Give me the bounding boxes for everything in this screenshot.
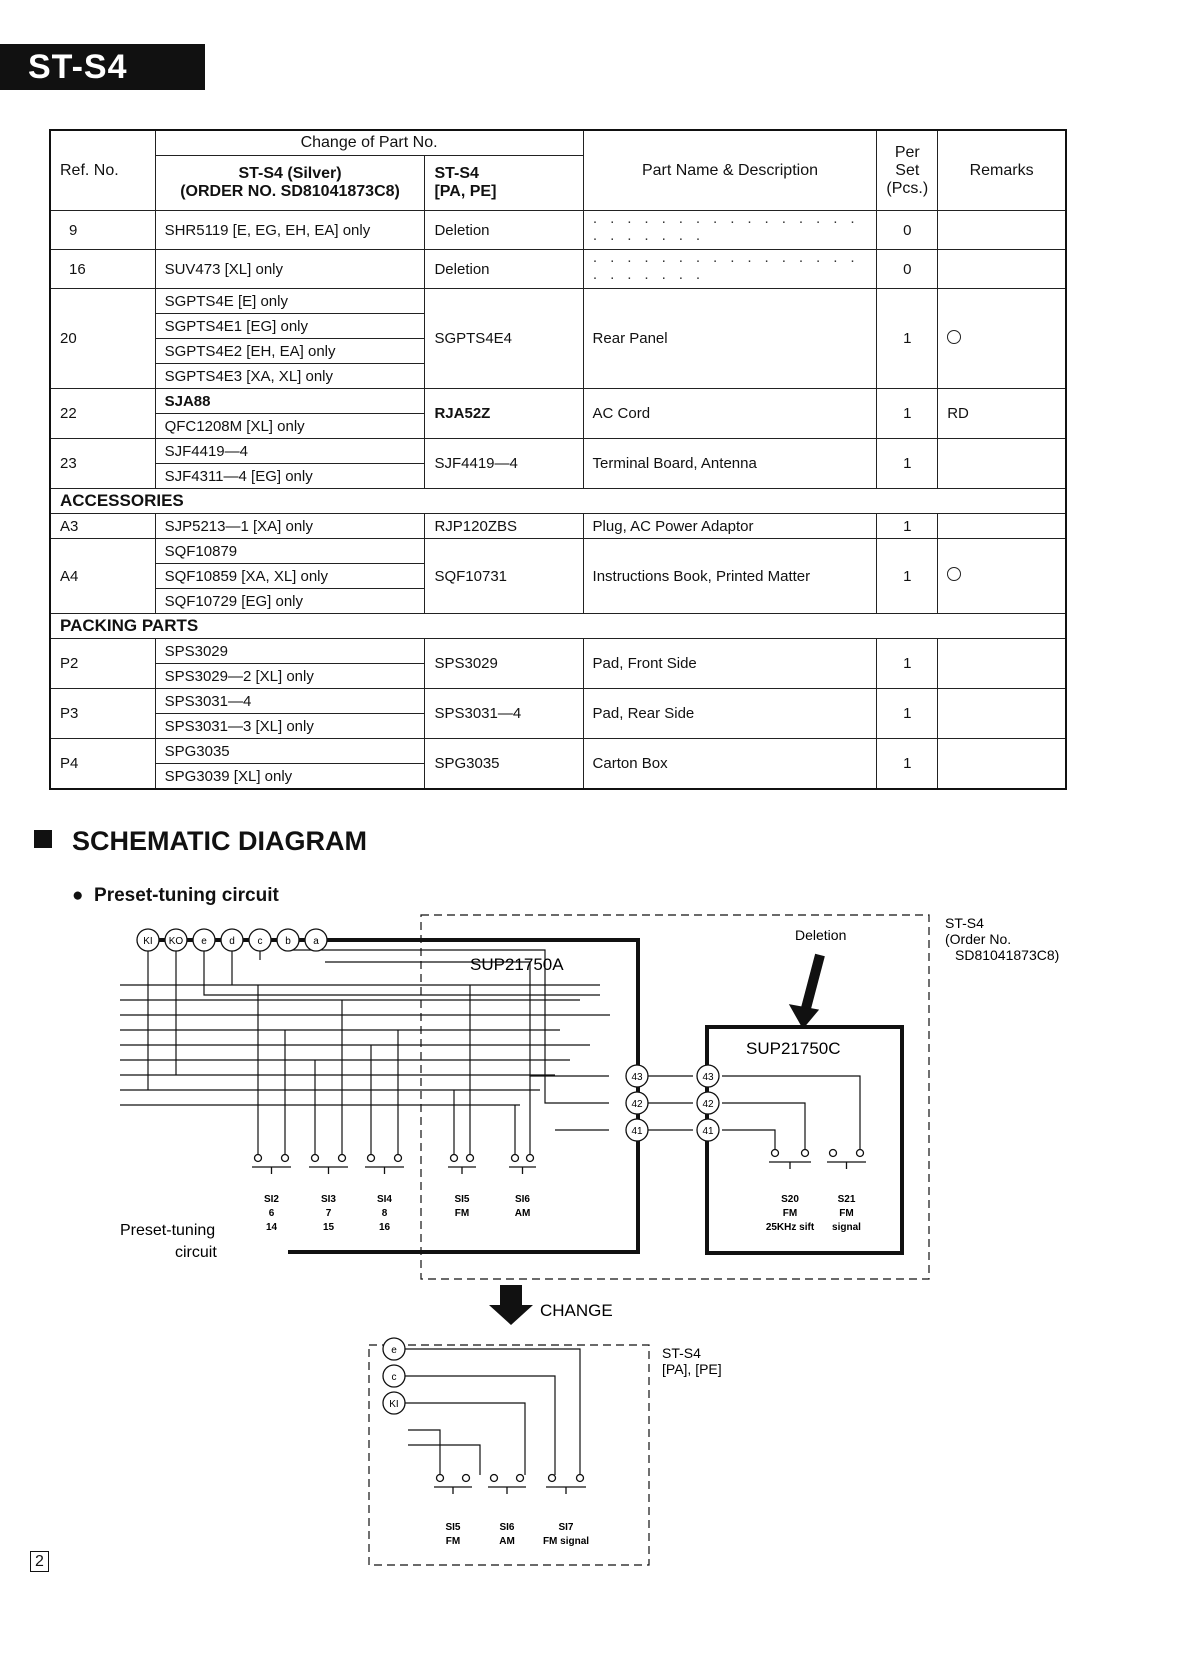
old-part-no: SGPTS4E2 [EH, EA] only [155, 339, 425, 364]
part-description: AC Cord [583, 389, 877, 439]
switch-line1: 8 [381, 1208, 388, 1219]
terminal-label: KI [143, 936, 153, 947]
switch-name: S21 [837, 1194, 856, 1205]
switch-SI6 [509, 1155, 536, 1175]
switch-SI2 [252, 1155, 291, 1175]
new-part-no: SGPTS4E4 [425, 289, 583, 389]
old-part-no: SPS3029 [155, 639, 425, 664]
new-part-no: SQF10731 [425, 539, 583, 614]
old-part-no: SGPTS4E3 [XA, XL] only [155, 364, 425, 389]
table-row [50, 539, 1066, 564]
table-row [50, 439, 1066, 464]
old-part-no: SUV473 [XL] only [155, 250, 425, 289]
part-description: · · · · · · · · · · · · · · · · · · · · · · · [583, 211, 877, 250]
table-row [50, 289, 1066, 314]
switch-name: S20 [781, 1194, 799, 1205]
new-switch-name: SI5 [445, 1522, 461, 1533]
new-terminal-label: KI [389, 1399, 399, 1410]
circle-mark-icon [947, 330, 961, 344]
old-part-no: SGPTS4E1 [EG] only [155, 314, 425, 339]
switch-line2: 25KHz sift [765, 1222, 815, 1233]
per-set-qty: 1 [877, 539, 938, 614]
remarks [938, 289, 1066, 389]
part-description: Plug, AC Power Adaptor [583, 514, 877, 539]
pin-label: 43 [702, 1072, 714, 1083]
ref-no: 22 [50, 389, 155, 439]
section-label: ACCESSORIES [50, 489, 1066, 514]
switch-line2: 14 [265, 1222, 278, 1233]
table-row [50, 739, 1066, 764]
new-switch-line1: FM [445, 1536, 461, 1547]
board-a-label: SUP21750A [470, 955, 564, 974]
ref-no: P3 [50, 689, 155, 739]
terminal-label: KO [168, 936, 184, 947]
new-switch-line1: AM [499, 1536, 515, 1547]
per-set-qty: 1 [877, 389, 938, 439]
new-switch-name: SI6 [499, 1522, 515, 1533]
part-description: Pad, Rear Side [583, 689, 877, 739]
new-note-line2: [PA], [PE] [662, 1361, 722, 1377]
part-description: Pad, Front Side [583, 639, 877, 689]
old-part-no: SPS3029—2 [XL] only [155, 664, 425, 689]
ref-no: 9 [50, 211, 155, 250]
part-description: · · · · · · · · · · · · · · · · · · · · · · · [583, 250, 877, 289]
schematic-title: SCHEMATIC DIAGRAM [72, 826, 367, 856]
model-tag: ST-S4 [0, 44, 205, 90]
ref-no: 23 [50, 439, 155, 489]
parts-change-table [49, 129, 1067, 790]
circuit-label-line1: Preset-tuning [120, 1222, 216, 1239]
per-set-qty: 0 [877, 211, 938, 250]
new-terminal-label: e [391, 1345, 397, 1356]
per-set-qty: 1 [877, 289, 938, 389]
order-note-line2: (Order No. [945, 931, 1012, 947]
old-part-no: SJP5213—1 [XA] only [155, 514, 425, 539]
switch-line1: AM [514, 1208, 531, 1219]
header-old-line1: ST-S4 (Silver) [238, 165, 342, 182]
old-part-no: SQF10879 [155, 539, 425, 564]
per-set-qty: 1 [877, 514, 938, 539]
old-part-no: SPG3035 [155, 739, 425, 764]
header-per-set [877, 130, 938, 211]
pin-label: 41 [631, 1126, 643, 1137]
remarks: RD [938, 389, 1066, 439]
per-set-qty: 1 [877, 439, 938, 489]
switch-S21 [827, 1150, 866, 1170]
old-part-no: SJA88 [155, 389, 425, 414]
new-part-no: SPS3031—4 [425, 689, 583, 739]
remarks [938, 639, 1066, 689]
remarks [938, 250, 1066, 289]
table-row [50, 639, 1066, 664]
per-set-qty: 1 [877, 689, 938, 739]
switch-line2: signal [832, 1222, 861, 1233]
switch-name: SI4 [376, 1194, 393, 1205]
table-row [50, 211, 1066, 250]
old-part-no: SJF4311—4 [EG] only [155, 464, 425, 489]
remarks [938, 211, 1066, 250]
header-new-part [425, 156, 583, 211]
ref-no: 16 [50, 250, 155, 289]
section-row [50, 614, 1066, 639]
switch-line2: 16 [378, 1222, 391, 1233]
terminal-label: a [313, 936, 319, 947]
switch-name: SI3 [320, 1194, 337, 1205]
terminal-label: e [201, 936, 207, 947]
new-switch-SI7 [546, 1475, 586, 1495]
section-row [50, 489, 1066, 514]
board-c-label: SUP21750C [746, 1039, 841, 1058]
schematic-heading [34, 826, 367, 857]
old-part-no: SGPTS4E [E] only [155, 289, 425, 314]
old-part-no: SPG3039 [XL] only [155, 764, 425, 790]
part-description: Carton Box [583, 739, 877, 790]
switch-S20 [769, 1150, 811, 1170]
new-part-no: Deletion [425, 211, 583, 250]
part-description: Rear Panel [583, 289, 877, 389]
header-per-set-line1: Per Set [894, 143, 920, 179]
order-note-line1: ST-S4 [945, 915, 984, 931]
part-description: Terminal Board, Antenna [583, 439, 877, 489]
header-per-set-line2: (Pcs.) [886, 179, 929, 197]
old-part-no: SJF4419—4 [155, 439, 425, 464]
switch-line1: FM [839, 1208, 854, 1219]
new-part-no: Deletion [425, 250, 583, 289]
switch-name: SI2 [263, 1194, 280, 1205]
per-set-qty: 0 [877, 250, 938, 289]
schematic-diagram [0, 900, 1179, 1600]
page-number: 2 [30, 1551, 49, 1572]
circle-mark-icon [947, 567, 961, 581]
new-part-no: RJA52Z [425, 389, 583, 439]
table-row [50, 514, 1066, 539]
terminal-label: c [257, 936, 263, 947]
switch-line1: FM [454, 1208, 470, 1219]
switch-line1: 6 [268, 1208, 275, 1219]
switch-line1: 7 [325, 1208, 332, 1219]
old-part-no: SQF10729 [EG] only [155, 589, 425, 614]
table-row [50, 250, 1066, 289]
header-new-line2: [PA, PE] [434, 183, 497, 200]
ref-no: A4 [50, 539, 155, 614]
old-part-no: SPS3031—4 [155, 689, 425, 714]
section-label: PACKING PARTS [50, 614, 1066, 639]
old-part-no: SQF10859 [XA, XL] only [155, 564, 425, 589]
new-switch-SI5 [434, 1475, 472, 1495]
old-part-no: QFC1208M [XL] only [155, 414, 425, 439]
ref-no: A3 [50, 514, 155, 539]
switch-name: SI5 [454, 1194, 470, 1205]
switch-line1: FM [782, 1208, 798, 1219]
deletion-label: Deletion [795, 927, 847, 943]
terminal-label: b [285, 936, 291, 947]
remarks [938, 739, 1066, 790]
change-arrow-icon [489, 1285, 533, 1325]
ref-no: 20 [50, 289, 155, 389]
pin-label: 42 [702, 1099, 714, 1110]
new-switch-line1: FM signal [542, 1536, 590, 1547]
subsection-heading: ● Preset-tuning circuit [72, 885, 279, 906]
remarks [938, 539, 1066, 614]
remarks [938, 439, 1066, 489]
switch-SI3 [309, 1155, 348, 1175]
new-part-no: SJF4419—4 [425, 439, 583, 489]
subsection-title: Preset-tuning circuit [94, 885, 279, 906]
header-ref: Ref. No. [50, 130, 155, 211]
new-note-line1: ST-S4 [662, 1345, 701, 1361]
new-part-no: SPS3029 [425, 639, 583, 689]
switch-SI5 [448, 1155, 476, 1175]
old-part-no: SHR5119 [E, EG, EH, EA] only [155, 211, 425, 250]
pin-label: 41 [702, 1126, 714, 1137]
pin-label: 42 [631, 1099, 643, 1110]
per-set-qty: 1 [877, 739, 938, 790]
per-set-qty: 1 [877, 639, 938, 689]
old-part-no: SPS3031—3 [XL] only [155, 714, 425, 739]
new-terminal-label: c [391, 1372, 397, 1383]
ref-no: P4 [50, 739, 155, 790]
header-part-name: Part Name & Description [583, 130, 877, 211]
header-change: Change of Part No. [155, 130, 583, 156]
change-label: CHANGE [540, 1301, 613, 1320]
switch-line2: 15 [322, 1222, 335, 1233]
table-row [50, 689, 1066, 714]
circuit-label-line2: circuit [175, 1244, 217, 1261]
square-bullet-icon [34, 830, 52, 848]
header-new-line1: ST-S4 [434, 165, 479, 182]
remarks [938, 514, 1066, 539]
switch-SI4 [365, 1155, 404, 1175]
header-old-line2: (ORDER NO. SD81041873C8) [180, 183, 400, 200]
terminal-label: d [229, 936, 235, 947]
new-switch-SI6 [488, 1475, 526, 1495]
table-row [50, 389, 1066, 414]
new-switch-name: SI7 [558, 1522, 574, 1533]
part-description: Instructions Book, Printed Matter [583, 539, 877, 614]
new-part-no: SPG3035 [425, 739, 583, 790]
remarks [938, 689, 1066, 739]
header-old-part [155, 156, 425, 211]
ref-no: P2 [50, 639, 155, 689]
switch-name: SI6 [514, 1194, 531, 1205]
pin-label: 43 [631, 1072, 643, 1083]
order-note-line3: SD81041873C8) [955, 947, 1060, 963]
header-remarks: Remarks [938, 130, 1066, 211]
new-part-no: RJP120ZBS [425, 514, 583, 539]
